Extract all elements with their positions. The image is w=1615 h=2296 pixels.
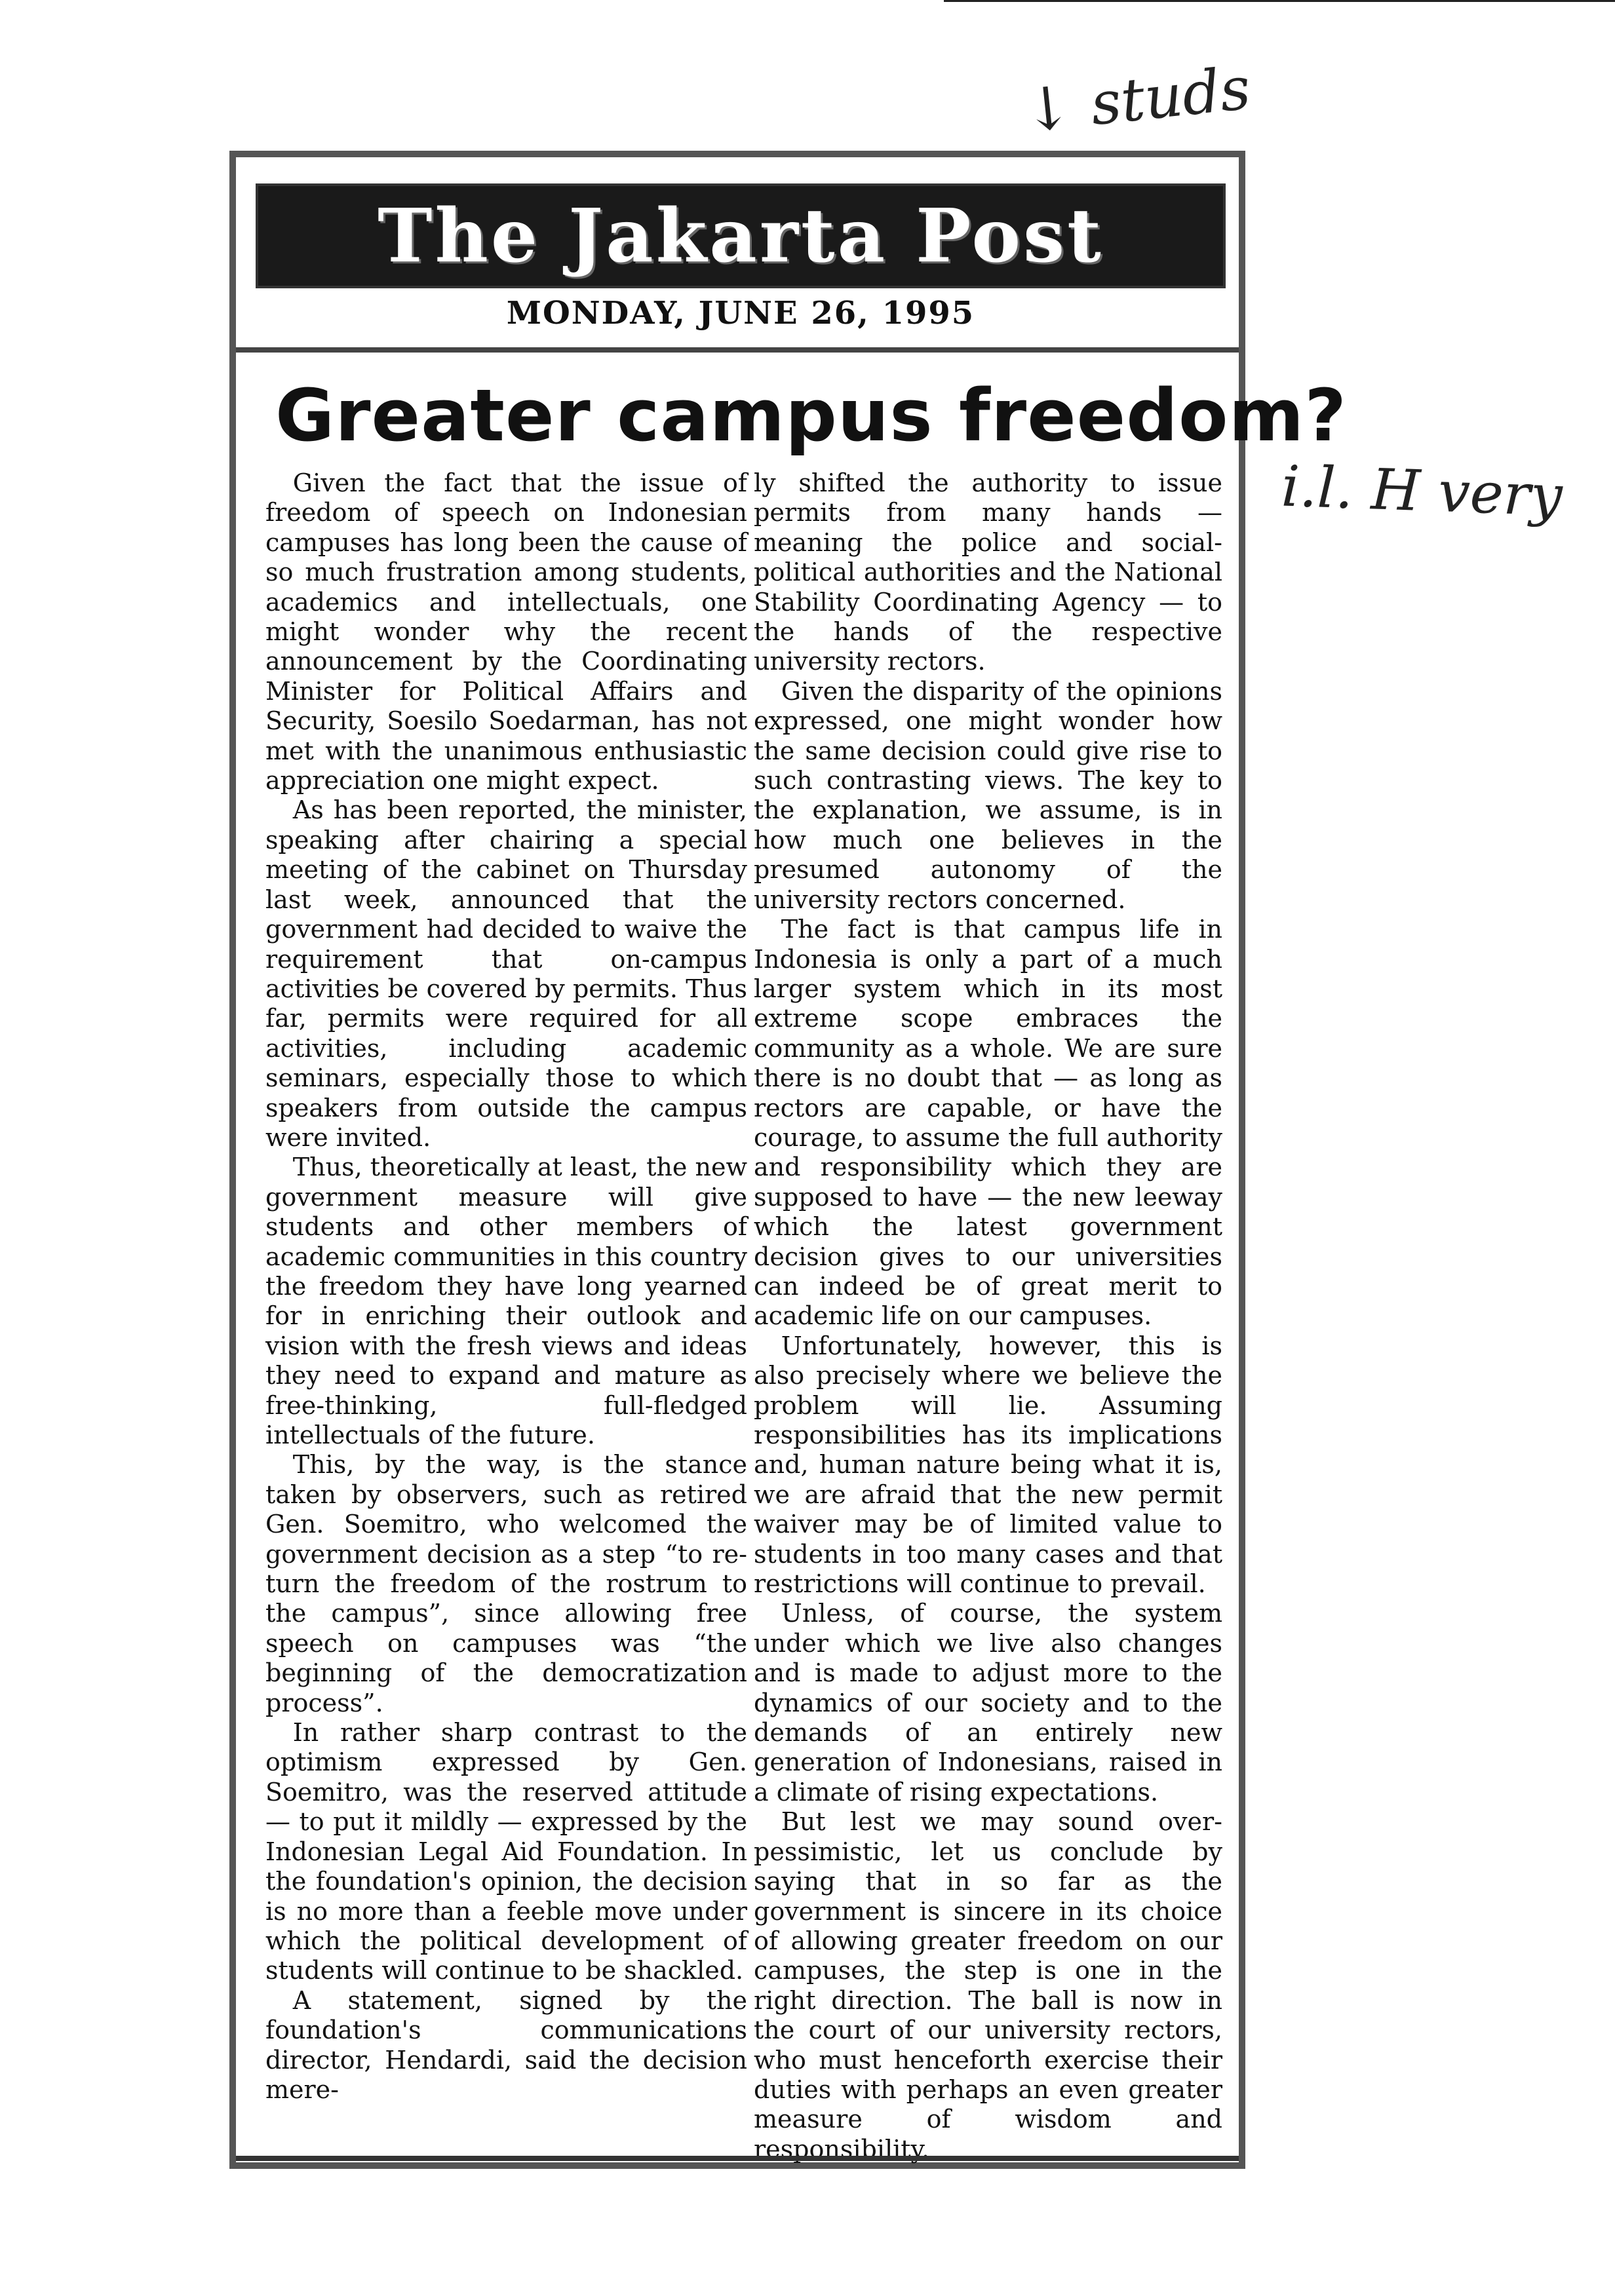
- article-paragraph: But lest we may sound over-pessimistic, let us conclude by saying that in so far as the government is sincere in its choice of allowing greater freedom on our campuses, the step is one in the right direction. The ball is now in the court of our university rectors, who must henceforth exercise their duties with perhaps an even greater measure of wisdom and responsibility.: [754, 1807, 1222, 2164]
- newspaper-clipping: [229, 151, 1348, 2169]
- article-paragraph: In rather sharp contrast to the optimism expressed by Gen. Soemitro, was the reserved attitude — to put it mildly — expressed by the Indonesian Legal Aid Foundation. In the foundation's opinion, the decision is no more than a feeble move under which the political development of students will continue to be shackled.: [265, 1718, 747, 1985]
- scan-edge-line: [944, 0, 1615, 5]
- article-paragraph: Given the fact that the issue of freedom of speech on Indonesian campuses has long been the cause of so much frustration among students, academics and intellectuals, one might wonder why the recent announcement by the Coordinating Minister for Political Affairs and Security, Soesilo Soedarman, has not met with the unanimous enthusiastic appreciation one might expect.: [265, 469, 747, 795]
- masthead-banner: [256, 183, 1226, 288]
- article-paragraph: ly shifted the authority to issue permits from many hands — meaning the police and social-political authorities and the National Stability Coordinating Agency — to the hands of the respective university rectors.: [754, 469, 1222, 676]
- footer-rule: [236, 2156, 1239, 2161]
- article-paragraph: This, by the way, is the stance taken by observers, such as retired Gen. Soemitro, who welcomed the government decision as a step “to re-turn the freedom of the rostrum to the campus”, since allowing free speech on campuses was “the beginning of the democratization process”.: [265, 1450, 747, 1717]
- newspaper-title: The Jakarta Post: [378, 193, 1104, 279]
- article-paragraph: Unless, of course, the system under which we live also changes and is made to adjust more to the dynamics of our society and to the demands of an entirely new generation of Indonesians, raised in a climate of rising expectations.: [754, 1599, 1222, 1807]
- article-paragraph: A statement, signed by the foundation's communications director, Hendardi, said the decision mere-: [265, 1985, 747, 2104]
- article-column-right: [754, 469, 1222, 2164]
- publication-date: MONDAY, JUNE 26, 1995: [506, 295, 975, 332]
- article-paragraph: As has been reported, the minister, speaking after chairing a special meeting of the cabinet on Thursday last week, announced that the government had decided to waive the requirement that on-campus activities be covered by permits. Thus far, permits were required for all activities, including academic seminars, especially those to which speakers from outside the campus were invited.: [265, 795, 747, 1152]
- article-paragraph: Given the disparity of the opinions expressed, one might wonder how the same decision could give rise to such contrasting views. The key to the explanation, we assume, is in how much one believes in the presumed autonomy of the university rectors concerned.: [754, 676, 1222, 914]
- header-rule: [236, 347, 1239, 353]
- handwritten-note-top: ↓ studs: [1019, 54, 1254, 146]
- handwritten-note-side: i.l. H very: [1280, 453, 1564, 529]
- article-paragraph: The fact is that campus life in Indonesia is only a part of a much larger system which in its most extreme scope embraces the community as a whole. We are sure there is no doubt that — as long as rectors are capable, or have the courage, to assume the full authority and responsibility which they are supposed to have — the new leeway which the latest government decision gives to our universities can indeed be of great merit to academic life on our campuses.: [754, 915, 1222, 1331]
- article-paragraph: Unfortunately, however, this is also precisely where we believe the problem will lie. Assuming responsibilities has its implications and, human nature being what it is, we are afraid that the new permit waiver may be of limited value to students in too many cases and that restrictions will continue to prevail.: [754, 1331, 1222, 1599]
- article-paragraph: Thus, theoretically at least, the new government measure will give students and other members of academic communities in this country the freedom they have long yearned for in enriching their outlook and vision with the fresh views and ideas they need to expand and mature as free-thinking, full-fledged intellectuals of the future.: [265, 1153, 747, 1449]
- article-headline: Greater campus freedom?: [275, 373, 1348, 457]
- article-column-left: [265, 469, 747, 2120]
